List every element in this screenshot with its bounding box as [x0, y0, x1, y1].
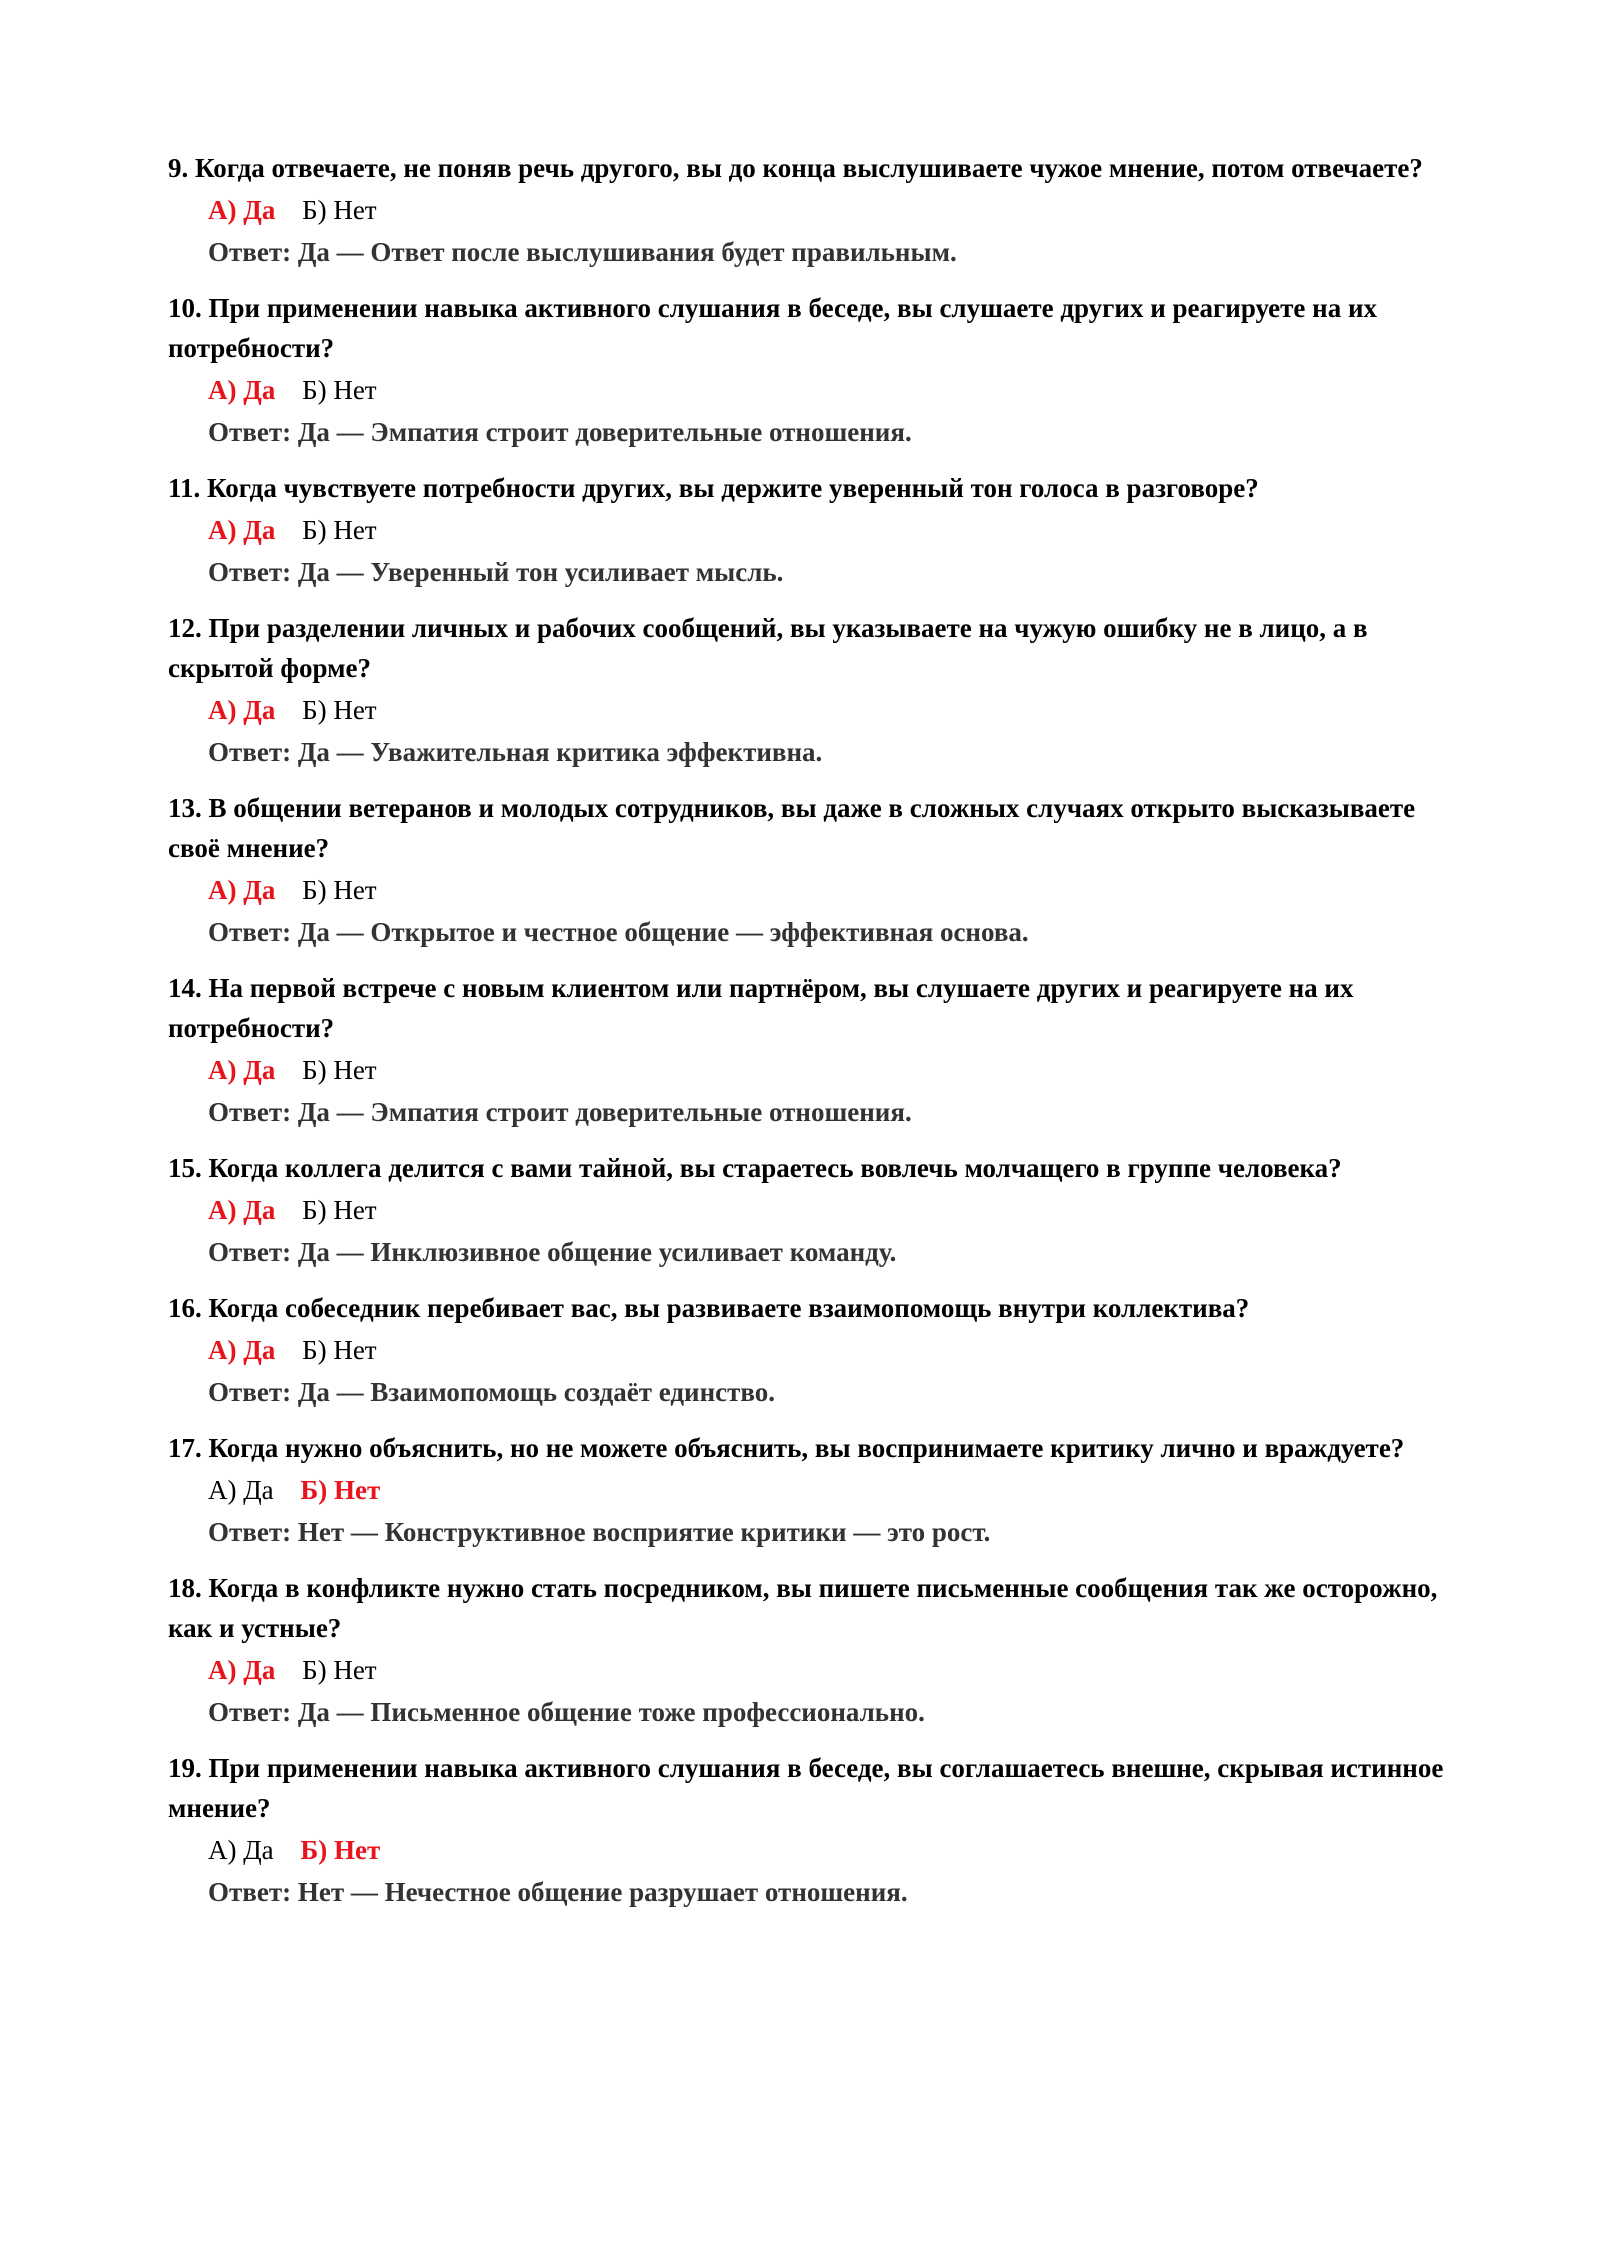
question-text: 13. В общении ветеранов и молодых сотрудников, вы даже в сложных случаях открыто высказываете своё мнение?: [168, 793, 1416, 863]
answer-options: [208, 510, 1458, 550]
option-b: Б) Нет: [302, 195, 377, 225]
option-b: Б) Нет: [302, 1055, 377, 1085]
option-a: А) Да: [208, 515, 276, 545]
question-text: 11. Когда чувствуете потребности других, вы держите уверенный тон голоса в разговоре?: [168, 473, 1259, 503]
option-b: Б) Нет: [302, 515, 377, 545]
answer-explanation: Ответ: Да — Инклюзивное общение усиливает команду.: [208, 1237, 897, 1267]
option-b: Б) Нет: [300, 1475, 381, 1505]
option-b: Б) Нет: [302, 375, 377, 405]
question-item: [168, 288, 1458, 452]
question-item: [168, 1428, 1458, 1552]
question-text: 12. При разделении личных и рабочих сообщений, вы указываете на чужую ошибку не в лицо, а в скрытой форме?: [168, 613, 1368, 683]
option-b: Б) Нет: [302, 1655, 377, 1685]
question-text: 15. Когда коллега делится с вами тайной, вы стараетесь вовлечь молчащего в группе человека?: [168, 1153, 1342, 1183]
answer-options: [208, 1330, 1458, 1370]
question-item: [168, 968, 1458, 1132]
question-item: [168, 1148, 1458, 1272]
answer-options: [208, 1830, 1458, 1870]
option-b: Б) Нет: [302, 1335, 377, 1365]
question-text: 17. Когда нужно объяснить, но не можете объяснить, вы воспринимаете критику лично и враждуете?: [168, 1433, 1405, 1463]
question-item: [168, 788, 1458, 952]
option-a: А) Да: [208, 195, 276, 225]
option-a: А) Да: [208, 1195, 276, 1225]
answer-explanation: Ответ: Да — Эмпатия строит доверительные отношения.: [208, 417, 912, 447]
answer-options: [208, 1650, 1458, 1690]
option-a: А) Да: [208, 1335, 276, 1365]
question-item: [168, 1288, 1458, 1412]
answer-explanation: Ответ: Да — Ответ после выслушивания будет правильным.: [208, 237, 957, 267]
option-a: А) Да: [208, 1475, 274, 1505]
question-text: 19. При применении навыка активного слушания в беседе, вы соглашаетесь внешне, скрывая истинное мнение?: [168, 1753, 1444, 1823]
answer-explanation: Ответ: Да — Уважительная критика эффективна.: [208, 737, 823, 767]
answer-explanation: Ответ: Да — Уверенный тон усиливает мысль.: [208, 557, 784, 587]
option-b: Б) Нет: [302, 695, 377, 725]
question-item: [168, 1748, 1458, 1912]
answer-explanation: Ответ: Да — Взаимопомощь создаёт единство.: [208, 1377, 776, 1407]
question-item: [168, 608, 1458, 772]
option-a: А) Да: [208, 1055, 276, 1085]
answer-options: [208, 190, 1458, 230]
answer-explanation: Ответ: Да — Открытое и честное общение — эффективная основа.: [208, 917, 1029, 947]
question-list: [168, 148, 1458, 1928]
question-text: 18. Когда в конфликте нужно стать посредником, вы пишете письменные сообщения так же осторожно, как и устные?: [168, 1573, 1438, 1643]
question-text: 14. На первой встрече с новым клиентом или партнёром, вы слушаете других и реагируете на их потребности?: [168, 973, 1354, 1043]
option-a: А) Да: [208, 375, 276, 405]
question-text: 10. При применении навыка активного слушания в беседе, вы слушаете других и реагируете на их потребности?: [168, 293, 1378, 363]
answer-options: [208, 1470, 1458, 1510]
option-a: А) Да: [208, 875, 276, 905]
option-a: А) Да: [208, 695, 276, 725]
option-b: Б) Нет: [302, 1195, 377, 1225]
option-b: Б) Нет: [302, 875, 377, 905]
option-a: А) Да: [208, 1835, 274, 1865]
answer-explanation: Ответ: Нет — Нечестное общение разрушает отношения.: [208, 1877, 908, 1907]
question-item: [168, 148, 1458, 272]
question-text: 16. Когда собеседник перебивает вас, вы развиваете взаимопомощь внутри коллектива?: [168, 1293, 1250, 1323]
answer-explanation: Ответ: Да — Эмпатия строит доверительные отношения.: [208, 1097, 912, 1127]
answer-options: [208, 1050, 1458, 1090]
answer-options: [208, 1190, 1458, 1230]
answer-options: [208, 870, 1458, 910]
question-item: [168, 1568, 1458, 1732]
answer-explanation: Ответ: Да — Письменное общение тоже профессионально.: [208, 1697, 925, 1727]
answer-explanation: Ответ: Нет — Конструктивное восприятие критики — это рост.: [208, 1517, 991, 1547]
option-a: А) Да: [208, 1655, 276, 1685]
answer-options: [208, 690, 1458, 730]
question-item: [168, 468, 1458, 592]
answer-options: [208, 370, 1458, 410]
option-b: Б) Нет: [300, 1835, 381, 1865]
question-text: 9. Когда отвечаете, не поняв речь другого, вы до конца выслушиваете чужое мнение, потом отвечаете?: [168, 153, 1423, 183]
